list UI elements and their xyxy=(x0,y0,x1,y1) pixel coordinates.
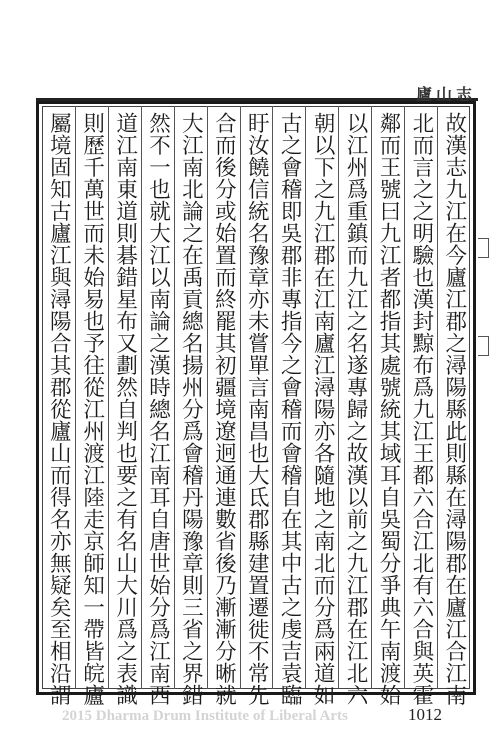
column-text: 盱汝饒信統名豫章亦未嘗單言南昌也大氐郡縣建置遷徙不常先 xyxy=(244,112,270,706)
text-column xyxy=(174,106,207,706)
column-text: 則歷千萬世而未始易也予往從江州渡江陸走京師知一帶皆皖廬 xyxy=(79,112,105,706)
column-text: 道江南東道則碁錯星布又劃然自判也要之有名山大川爲之表識 xyxy=(112,112,138,706)
column-text: 北而言之之明驗也漢封黥布爲九江王都六合江北有六合與英霍 xyxy=(408,112,434,706)
text-column xyxy=(108,106,141,706)
text-column xyxy=(404,106,437,706)
column-text: 以江州爲重鎮而九江之名遂專歸之故漢以前之九江郡在江北六 xyxy=(343,112,369,706)
text-column xyxy=(371,106,404,706)
header-glyph: 廬 xyxy=(416,85,433,104)
column-text: 大江南北論之在禹貢總名揚州分爲會稽丹陽豫章則三省之界錯 xyxy=(178,112,204,706)
page-number: 1012 xyxy=(408,705,442,724)
column-text: 然不一也就大江以南論之漢時總名江南耳自唐世始分爲江南西 xyxy=(145,112,171,706)
column-text: 屬境固知古廬江與潯陽合其郡從廬山而得名亦無疑矣至相沿謂 xyxy=(46,112,72,706)
text-column xyxy=(141,106,174,706)
column-text: 朝以下之九江郡在江南廬江潯陽亦各隨地之南北而分爲兩道如 xyxy=(310,112,336,706)
text-column xyxy=(207,106,240,706)
margin-tab xyxy=(478,238,489,258)
header-glyph: 志 xyxy=(456,85,473,104)
text-columns xyxy=(42,106,470,706)
column-text: 鄰而王號曰九江者都指其處號統其域耳自吳蜀分爭典午南渡始 xyxy=(375,112,401,706)
column-text: 古之會稽即吳郡非專指今之會稽而會稽自在其中古之虔吉袁臨 xyxy=(277,112,303,706)
text-column xyxy=(305,106,338,706)
text-column xyxy=(338,106,371,706)
text-column xyxy=(42,106,75,706)
running-header xyxy=(412,0,482,104)
column-text: 故漢志九江在今廬江郡之潯陽縣此則縣在潯陽郡在廬江合江南 xyxy=(441,112,467,706)
text-column xyxy=(240,106,273,706)
watermark: 2015 Dharma Drum Institute of Liberal Arts xyxy=(62,708,348,724)
header-glyph: 山 xyxy=(436,85,453,104)
column-text: 合而後分或始置而終罷其初疆境遼迥通連數省後乃漸漸分晰就 xyxy=(211,112,237,706)
text-column xyxy=(272,106,305,706)
text-column xyxy=(75,106,108,706)
margin-tab xyxy=(478,336,489,356)
text-column xyxy=(437,106,470,706)
